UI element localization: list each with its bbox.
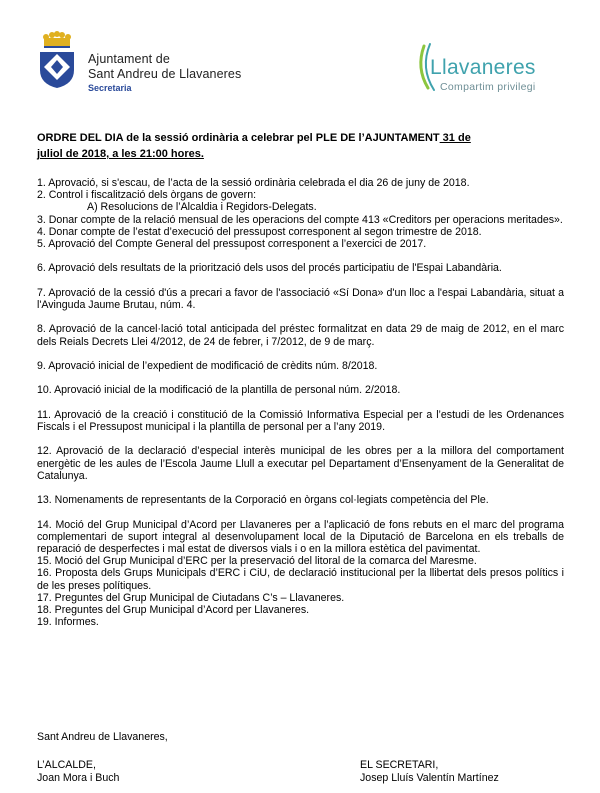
municipal-crest-logo bbox=[34, 30, 80, 90]
institution-line-1: Ajuntament de bbox=[88, 52, 170, 66]
agenda-item: 10. Aprovació inicial de la modificació de la plantilla de personal núm. 2/2018. bbox=[37, 384, 401, 397]
agenda-item: 6. Aprovació dels resultats de la priorització dels usos del procés participatiu de l'Espai Labandària. bbox=[37, 262, 502, 275]
agenda-item: 16. Proposta dels Grups Municipals d’ERC i CiU, de declaració institucional per la llibertat dels presos polítics i de les preses polítiques. bbox=[37, 567, 564, 592]
agenda-subitem: A) Resolucions de l’Alcaldia i Regidors-Delegats. bbox=[87, 201, 317, 214]
agenda-title bbox=[37, 130, 562, 162]
signature-role: L’ALCALDE, bbox=[37, 759, 96, 771]
agenda-item: 2. Control i fiscalització dels òrgans de govern: bbox=[37, 189, 257, 202]
institution-name bbox=[88, 52, 241, 95]
closing-place: Sant Andreu de Llavaneres, bbox=[37, 731, 168, 743]
signature-name: Josep Lluís Valentín Martínez bbox=[360, 772, 499, 784]
agenda-item: 1. Aprovació, si s'escau, de l’acta de la sessió ordinària celebrada el dia 26 de juny de 2018. bbox=[37, 177, 470, 189]
signature-role: EL SECRETARI, bbox=[360, 759, 439, 771]
agenda-item: 9. Aprovació inicial de l’expedient de modificació de crèdits núm. 8/2018. bbox=[37, 359, 378, 372]
agenda-item: 4. Donar compte de l’estat d’execució del pressupost corresponent al segon trimestre de 2018. bbox=[37, 225, 482, 238]
agenda-item: 17. Preguntes del Grup Municipal de Ciutadans C’s – Llavaneres. bbox=[37, 591, 345, 604]
agenda-items bbox=[37, 177, 564, 628]
agenda-item: 5. Aprovació del Compte General del pressupost corresponent a l’exercici de 2017. bbox=[37, 238, 427, 251]
agenda-title-part-1: ORDRE DEL DIA de la sessió ordinària a celebrar pel PLE DE l’AJUNTAMENT bbox=[37, 132, 440, 144]
signature-secretary bbox=[360, 759, 499, 785]
agenda-item: 19. Informes. bbox=[37, 616, 99, 629]
agenda-title-part-2: juliol de 2018, a les 21:00 hores. bbox=[37, 148, 204, 160]
agenda-item: 8. Aprovació de la cancel·lació total anticipada del préstec formalitzat en data 29 de maig de 2012, en el marc dels Reials Decrets Llei 4/2012, de 24 de febrer, i 7/2012, de 9 de març. bbox=[37, 323, 564, 348]
agenda-item: 15. Moció del Grup Municipal d’ERC per la preservació del litoral de la comarca del Maresme. bbox=[37, 555, 477, 568]
agenda-item: 11. Aprovació de la creació i constitució de la Comissió Informativa Especial per a l’estudi de les Ordenances Fiscals i el Pressupost municipal i la plantilla de personal per a l’any 2019. bbox=[37, 408, 564, 433]
brand-tagline: Compartim privilegi bbox=[440, 81, 536, 93]
institution-department: Secretaria bbox=[88, 83, 132, 93]
agenda-item: 18. Preguntes del Grup Municipal d’Acord per Llavaneres. bbox=[37, 603, 310, 616]
agenda-item: 14. Moció del Grup Municipal d’Acord per Llavaneres per a l’aplicació de fons rebuts en el marc del programa complementari de suport integral al desenvolupament local de la Diputació de Barcelona en els treballs de reparació de desperfectes i mal estat de diversos vials i o en la millora estètica del pavimentat. bbox=[37, 518, 564, 555]
brand-wordmark: Llavaneres bbox=[430, 56, 536, 79]
signature-name: Joan Mora i Buch bbox=[37, 772, 120, 784]
agenda-item: 12. Aprovació de la declaració d’especial interès municipal de les obres per a la millora del comportament energètic de les aules de l’Escola Jaume Llull a executar pel Departament d’Ensenyament de la Generalitat de Catalunya. bbox=[37, 445, 564, 482]
agenda-item: 13. Nomenaments de representants de la Corporació en òrgans col·legiats competència del Ple. bbox=[37, 494, 489, 507]
agenda-item: 3. Donar compte de la relació mensual de les operacions del compte 413 «Creditors per operacions meritades». bbox=[37, 213, 563, 226]
signature-mayor bbox=[37, 759, 119, 785]
institution-line-2: Sant Andreu de Llavaneres bbox=[88, 67, 242, 81]
agenda-item: 7. Aprovació de la cessió d'ús a precari a favor de l'associació «Sí Dona» d'un lloc a l'espai Labandària, situat a l'Avinguda Jaume Brutau, núm. 4. bbox=[37, 286, 564, 311]
agenda-title-date: 31 de bbox=[439, 132, 471, 144]
